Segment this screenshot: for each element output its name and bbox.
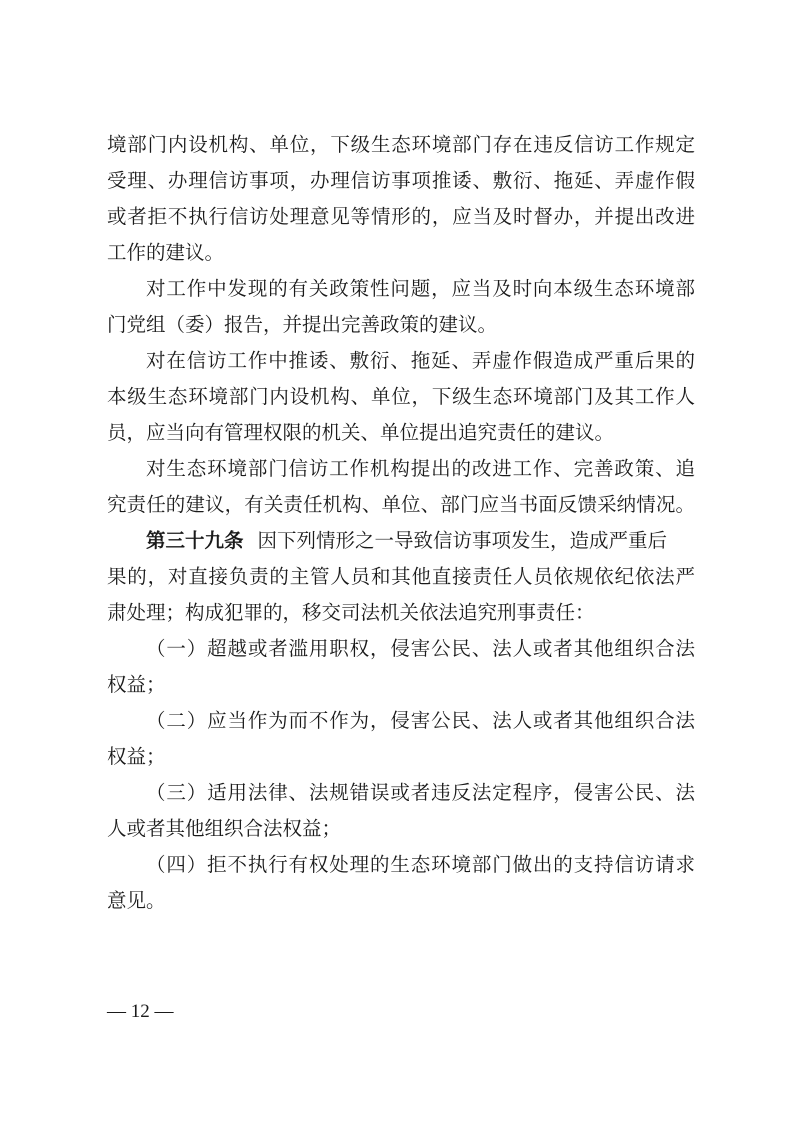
list-item-line: 人或者其他组织合法权益； bbox=[107, 817, 342, 840]
list-item-line: 权益； bbox=[107, 745, 166, 768]
article-text: 因下列情形之一导致信访事项发生，造成严重后 bbox=[257, 529, 668, 552]
paragraph-line: 对生态环境部门信访工作机构提出的改进工作、完善政策、追 bbox=[146, 457, 695, 480]
paragraph-line: 究责任的建议，有关责任机构、单位、部门应当书面反馈采纳情况。 bbox=[107, 493, 695, 516]
paragraph-line: 工作的建议。 bbox=[107, 241, 225, 264]
list-item-line: （一）超越或者滥用职权，侵害公民、法人或者其他组织合法 bbox=[146, 637, 695, 660]
list-item-line: （三）适用法律、法规错误或者违反法定程序，侵害公民、法 bbox=[146, 781, 695, 804]
list-item-line: （二）应当作为而不作为，侵害公民、法人或者其他组织合法 bbox=[146, 709, 695, 732]
paragraph-line: 对在信访工作中推诿、敷衍、拖延、弄虚作假造成严重后果的 bbox=[146, 349, 695, 372]
paragraph-line: 或者拒不执行信访处理意见等情形的，应当及时督办，并提出改进 bbox=[107, 205, 695, 228]
body-text bbox=[107, 127, 695, 919]
page-number: — 12 — bbox=[107, 1001, 174, 1022]
list-item-line: （四）拒不执行有权处理的生态环境部门做出的支持信访请求 bbox=[146, 853, 695, 876]
paragraph-line: 本级生态环境部门内设机构、单位，下级生态环境部门及其工作人 bbox=[107, 385, 695, 408]
paragraph-line: 员，应当向有管理权限的机关、单位提出追究责任的建议。 bbox=[107, 421, 615, 444]
article-first-line bbox=[107, 523, 695, 559]
paragraph-line: 果的，对直接负责的主管人员和其他直接责任人员依规依纪依法严 bbox=[107, 565, 695, 588]
paragraph-line: 受理、办理信访事项，办理信访事项推诿、敷衍、拖延、弄虚作假 bbox=[107, 169, 695, 192]
paragraph-line: 门党组（委）报告，并提出完善政策的建议。 bbox=[107, 313, 498, 336]
paragraph-line: 境部门内设机构、单位，下级生态环境部门存在违反信访工作规定 bbox=[107, 133, 695, 156]
article-heading: 第三十九条 bbox=[146, 529, 244, 552]
list-item-line: 权益； bbox=[107, 673, 166, 696]
paragraph-line: 肃处理；构成犯罪的，移交司法机关依法追究刑事责任： bbox=[107, 601, 595, 624]
list-item-line: 意见。 bbox=[107, 889, 166, 912]
paragraph-line: 对工作中发现的有关政策性问题，应当及时向本级生态环境部 bbox=[146, 277, 695, 300]
